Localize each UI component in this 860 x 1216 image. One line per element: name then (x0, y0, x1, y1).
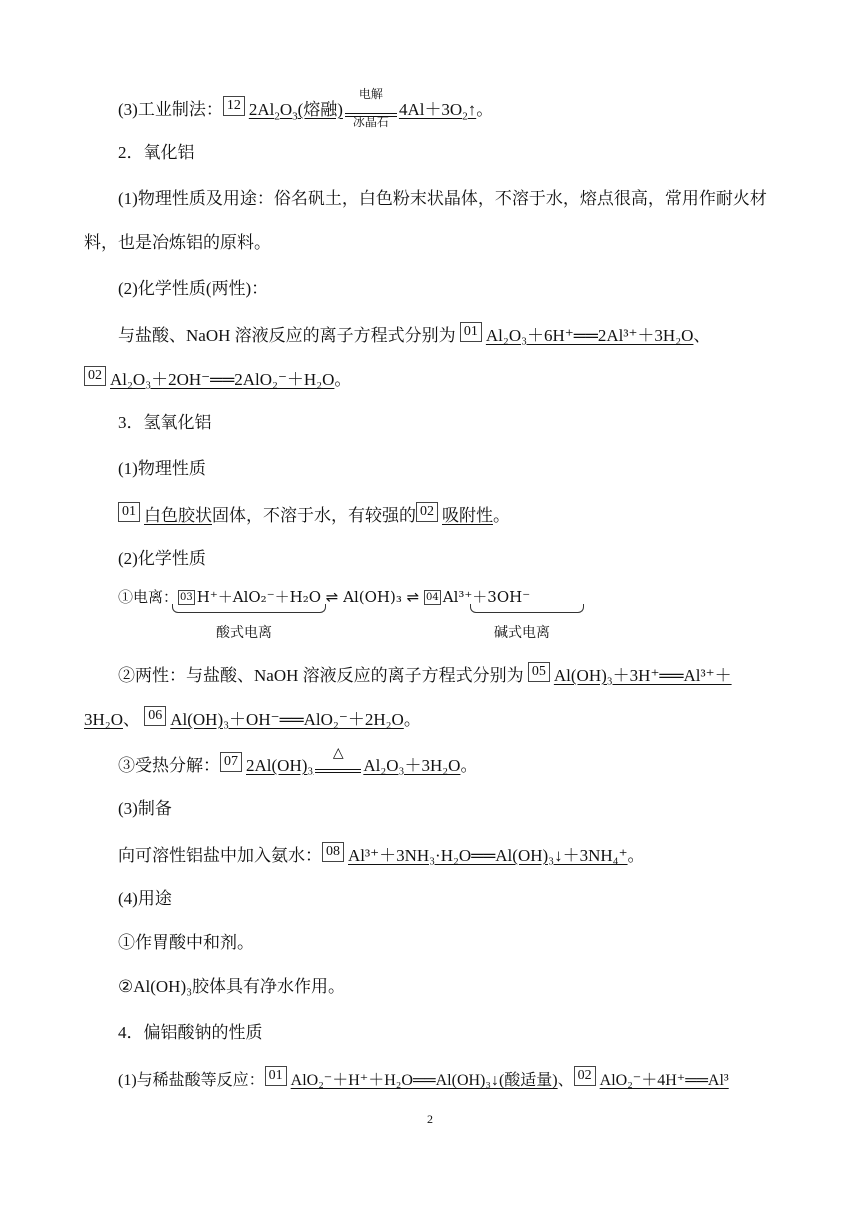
answer-number-box: 01 (118, 502, 140, 522)
answer-number-box: 08 (322, 842, 344, 862)
answer-number-box: 01 (265, 1066, 287, 1086)
subheading: (4)用途 (118, 889, 172, 908)
section-heading-alumina: 2．氧化铝 (118, 143, 195, 162)
answer-equation: Al₂O₃＋6H⁺══2Al³⁺＋3H₂O (485, 326, 694, 345)
paragraph-line: ①作胃酸中和剂。 (118, 933, 254, 952)
answer-text: 白色胶状 (144, 506, 212, 525)
base-ionization-label: 碱式电离 (494, 625, 550, 641)
paragraph-line: ②两性：与盐酸、NaOH 溶液反应的离子方程式分别为 05 Al(OH)₃＋3H⁺══Al³⁺＋ (118, 664, 732, 685)
answer-number-box: 02 (574, 1066, 596, 1086)
subheading: (3)制备 (118, 799, 172, 818)
equilibrium-arrow: ⇌ (406, 588, 420, 606)
answer-equation: Al³⁺＋3NH₃·H₂O══Al(OH)₃↓＋3NH₄⁺ (348, 846, 628, 865)
paragraph-line: ②Al(OH)₃胶体具有净水作用。 (118, 977, 346, 996)
answer-number-box: 01 (460, 322, 482, 342)
answer-equation: AlO₂⁻＋H⁺＋H₂O══Al(OH)₃↓(酸适量) (290, 1072, 558, 1089)
paragraph-line: 3H₂O、 06 Al(OH)₃＋OH⁻══AlO₂⁻＋2H₂O。 (84, 708, 421, 729)
answer-number-box: 12 (223, 96, 245, 116)
section-heading-aluminate: 4．偏铝酸钠的性质 (118, 1023, 263, 1042)
paragraph-line: 向可溶性铝盐中加入氨水： 08 Al³⁺＋3NH₃·H₂O══Al(OH)₃↓＋3NH₄⁺。 (118, 844, 645, 865)
answer-equation: 2Al(OH)₃ △ Al₂O₃＋3H₂O (246, 746, 461, 775)
answer-equation: Al₂O₃＋2OH⁻══2AlO₂⁻＋H₂O (110, 370, 335, 389)
answer-number-box: 04 (426, 592, 439, 603)
subheading: (2)化学性质 (118, 549, 206, 568)
paragraph-line: ③受热分解： 07 2Al(OH)₃ △ Al₂O₃＋3H₂O。 (118, 746, 478, 775)
answer-number-box: 05 (528, 662, 550, 682)
paragraph-line: 02 Al₂O₃＋2OH⁻══2AlO₂⁻＋H₂O。 (84, 366, 351, 393)
subheading: (1)物理性质 (118, 459, 206, 478)
answer-number-box: 07 (220, 752, 242, 772)
base-ionization-brace (470, 604, 584, 613)
answer-number-box: 02 (84, 366, 106, 386)
industrial-method-line: (3)工业制法： 12 $2Al_2O_3$(熔融) 电解 冰晶石 $4Al+3O_2↑$。 (118, 87, 494, 129)
paragraph-line: 与盐酸、NaOH 溶液反应的离子方程式分别为 01 Al₂O₃＋6H⁺══2Al³⁺＋3H₂O、 (118, 324, 711, 345)
paragraph-line: (1)物理性质及用途：俗名矾土，白色粉末状晶体，不溶于水，熔点很高，常用作耐火材 (118, 189, 767, 208)
equilibrium-arrow: ⇌ (325, 588, 339, 606)
answer-equation: Al(OH)₃＋3H⁺══Al³⁺＋ (553, 666, 732, 685)
reaction-condition: 电解 冰晶石 (345, 103, 397, 117)
answer-equation: Al(OH)₃＋OH⁻══AlO₂⁻＋2H₂O (170, 710, 404, 729)
page-number: 2 (427, 1112, 433, 1126)
section-heading-hydroxide: 3．氢氧化铝 (118, 413, 212, 432)
acid-ionization-label: 酸式电离 (216, 625, 272, 641)
paragraph-line: 料，也是冶炼铝的原料。 (84, 233, 271, 252)
subheading: (2)化学性质(两性)： (118, 279, 269, 298)
answer-number-box: 02 (416, 502, 438, 522)
acid-ionization-brace (172, 604, 326, 613)
ionization-equation: ①电离： 03 H⁺＋AlO₂⁻＋H₂O ⇌ Al(OH)₃ ⇌ 04 Al³⁺＋3OH⁻ (118, 588, 531, 606)
paragraph-line: (1)与稀盐酸等反应： 01 AlO₂⁻＋H⁺＋H₂O══Al(OH)₃↓(酸适量)、 02 AlO₂⁻＋4H⁺══Al³ (118, 1068, 729, 1089)
answer-number-box: 03 (180, 592, 193, 603)
paragraph-line: 01 白色胶状固体，不溶于水，有较强的 02 吸附性。 (118, 502, 510, 529)
answer-equation: AlO₂⁻＋4H⁺══Al³ (599, 1072, 729, 1089)
answer-text: 吸附性 (442, 506, 493, 525)
answer-number-box: 06 (144, 706, 166, 726)
answer-equation: $2Al_2O_3$(熔融) 电解 冰晶石 $4Al+3O_2↑$ (248, 87, 477, 129)
